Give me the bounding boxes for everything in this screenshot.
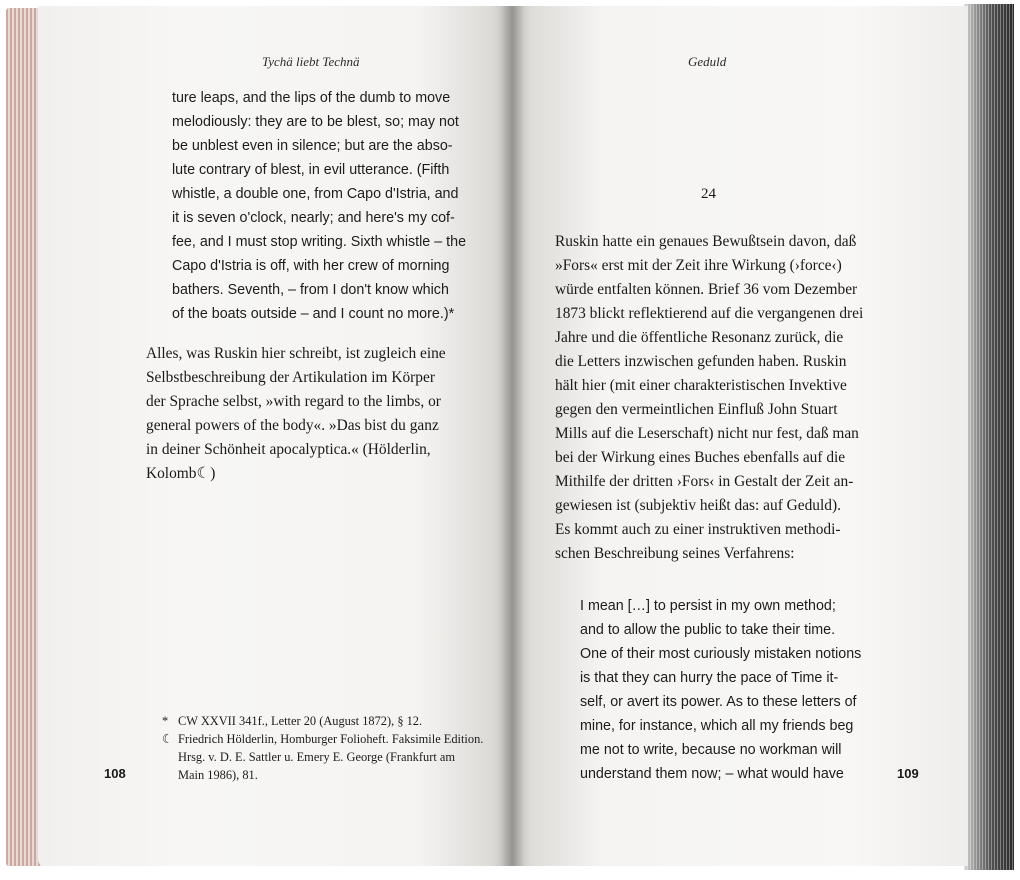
left-running-head: Tychä liebt Technä: [262, 54, 360, 69]
right-running-head: Geduld: [688, 54, 727, 69]
footnote-text: Main 1986), 81.: [178, 768, 258, 782]
quote-line: understand them now; – what would have: [580, 766, 844, 782]
quote-line: is that they can hurry the pace of Time it-: [580, 670, 839, 686]
body-line: Ruskin hatte ein genaues Bewußtsein davon, daß: [555, 233, 857, 250]
body-line: Mills auf die Leserschaft) nicht nur fest, daß man: [555, 425, 859, 442]
quote-line: be unblest even in silence; but are the abso-: [172, 138, 453, 154]
body-line: gegen den vermeintlichen Einfluß John Stuart: [555, 401, 838, 418]
right-page-stack-edge: [964, 4, 1014, 870]
left-body-text: [146, 342, 446, 486]
body-line: hält hier (mit einer charakteristischen Invektive: [555, 377, 847, 394]
quote-line: whistle, a double one, from Capo d'Istria, and: [172, 186, 459, 202]
quote-line: it is seven o'clock, nearly; and here's my cof-: [172, 210, 455, 226]
quote-line: and to allow the public to take their time.: [580, 622, 836, 638]
body-line: Es kommt auch zu einer instruktiven methodi-: [555, 521, 841, 538]
body-line: in deiner Schönheit apocalyptica.« (Hölderlin,: [146, 441, 431, 458]
left-page-number: 108: [104, 766, 126, 781]
body-line: Alles, was Ruskin hier schreibt, ist zugleich eine: [146, 345, 446, 362]
footnote-mark: ☾: [162, 732, 174, 746]
footnote-2: [162, 730, 483, 748]
right-body-text: [555, 230, 863, 566]
quote-line: ture leaps, and the lips of the dumb to move: [172, 90, 451, 106]
quote-line: melodiously: they are to be blest, so; may not: [172, 114, 459, 130]
quote-line: One of their most curiously mistaken notions: [580, 646, 862, 662]
quote-line: I mean […] to persist in my own method;: [580, 598, 836, 614]
body-line: 1873 blickt reflektierend auf die vergangenen drei: [555, 305, 864, 322]
body-line: Selbstbeschreibung der Artikulation im Körper: [146, 369, 435, 386]
footnote-text: CW XXVII 341f., Letter 20 (August 1872), § 12.: [178, 714, 423, 728]
body-line: schen Beschreibung seines Verfahrens:: [555, 545, 795, 562]
footnote-1: [162, 712, 483, 730]
quote-line: Capo d'Istria is off, with her crew of morning: [172, 258, 450, 274]
quote-line: mine, for instance, which all my friends beg: [580, 718, 854, 734]
body-line: würde entfalten können. Brief 36 vom Dezember: [555, 281, 858, 298]
footnote-text: Hrsg. v. D. E. Sattler u. Emery E. George (Frankfurt am: [178, 750, 455, 764]
footnotes: [162, 712, 483, 784]
body-line: Kolomb☾): [146, 465, 216, 482]
right-quote-block: [580, 594, 861, 786]
quote-line: of the boats outside – and I count no more.)*: [172, 306, 455, 322]
body-line: »Fors« erst mit der Zeit ihre Wirkung (›force‹): [555, 257, 842, 274]
quote-line: fee, and I must stop writing. Sixth whistle – the: [172, 234, 467, 250]
book-gutter: [500, 6, 524, 866]
footnote-mark: *: [162, 714, 169, 728]
quote-line: me not to write, because no workman will: [580, 742, 842, 758]
body-line: Mithilfe der dritten ›Fors‹ in Gestalt der Zeit an-: [555, 473, 854, 490]
quote-line: self, or avert its power. As to these letters of: [580, 694, 857, 710]
quote-line: lute contrary of blest, in evil utterance. (Fifth: [172, 162, 450, 178]
left-quote-block: [172, 86, 466, 326]
left-page-stack-edge: [6, 8, 42, 866]
body-line: der Sprache selbst, »with regard to the limbs, or: [146, 393, 441, 410]
body-line: bei der Wirkung eines Buches ebenfalls auf die: [555, 449, 846, 466]
right-page-number: 109: [897, 766, 919, 781]
body-line: die Letters inzwischen gefunden haben. Ruskin: [555, 353, 847, 370]
body-line: gewiesen ist (subjektiv heißt das: auf Geduld).: [555, 497, 841, 514]
body-line: general powers of the body«. »Das bist du ganz: [146, 417, 439, 434]
chapter-number: 24: [701, 186, 716, 202]
body-line: Jahre und die öffentliche Resonanz zurück, die: [555, 329, 844, 346]
quote-line: bathers. Seventh, – from I don't know which: [172, 282, 449, 298]
footnote-text: Friedrich Hölderlin, Homburger Folioheft. Faksimile Edition.: [178, 732, 484, 746]
